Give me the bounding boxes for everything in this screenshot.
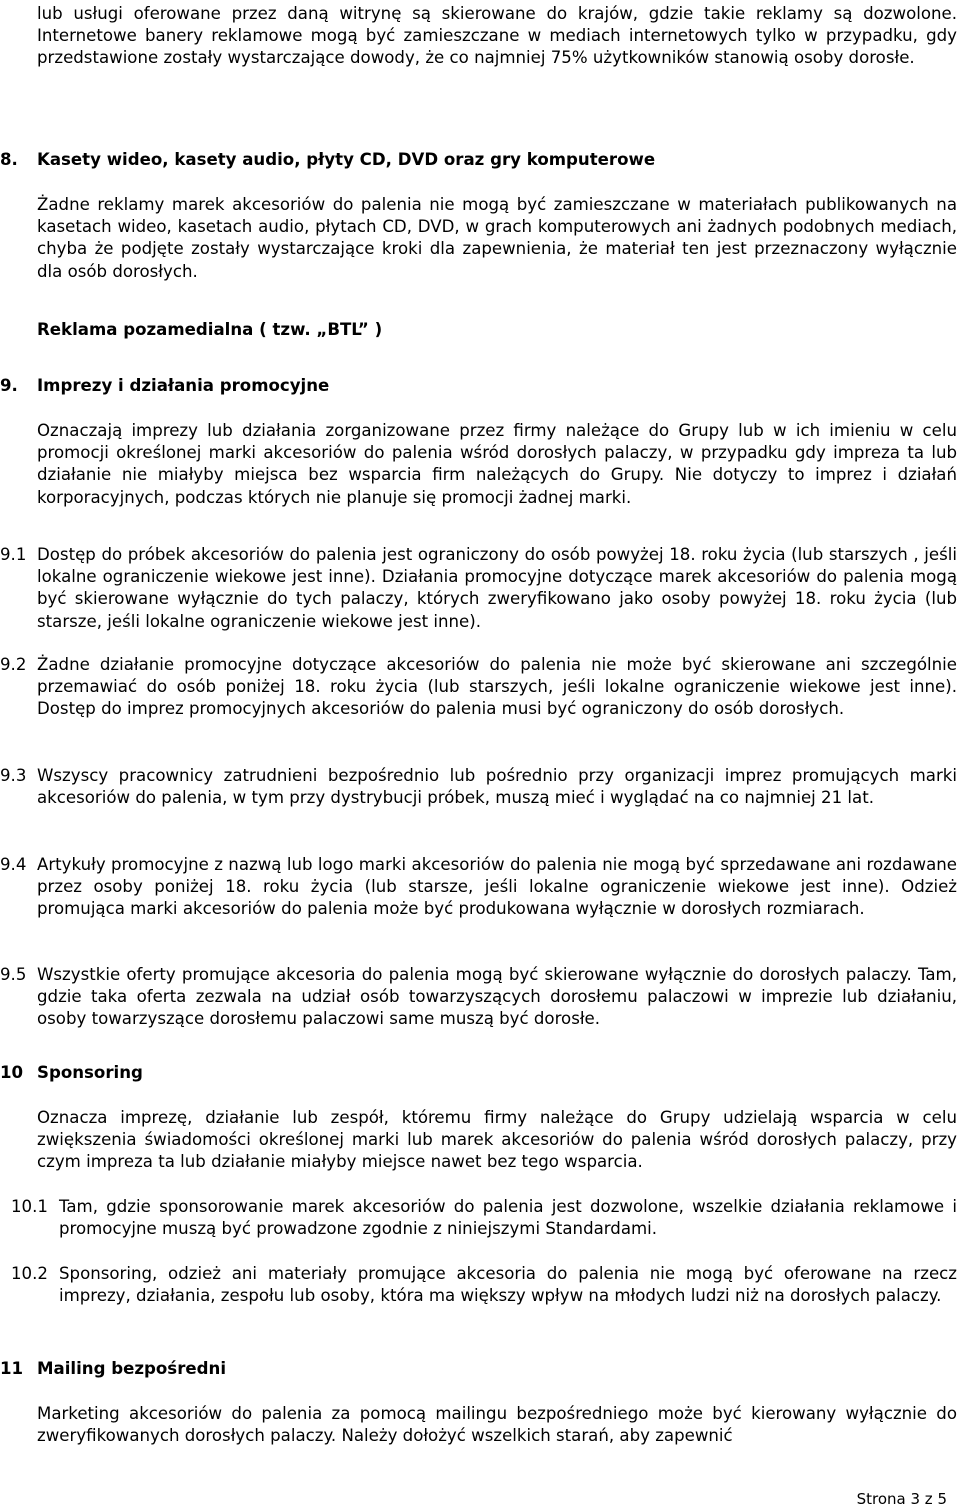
item-text: Żadne działanie promocyjne dotyczące akcesoriów do palenia nie może być skierowane ani szczególnie przemawiać do osób poniżej 18. roku życia (lub starszych, jeśli lokalne ograniczenie wiekowe jest inne). Dostęp do imprez promocyjnych akcesoriów do palenia musi być ograniczony do osób dorosłych. bbox=[37, 655, 957, 719]
list-item-9-2 bbox=[0, 654, 957, 721]
list-item-9-5 bbox=[0, 964, 957, 1031]
item-text: Wszystkie oferty promujące akcesoria do palenia mogą być skierowane wyłącznie do dorosłych palaczy. Tam, gdzie taka oferta zezwala na udział osób towarzyszących dorosłemu palaczowi w imprezie lub działaniu, osoby towarzyszące dorosłemu palaczowi same muszą być dorosłe. bbox=[37, 965, 957, 1029]
section-number: 8. bbox=[0, 150, 18, 169]
item-text: Artykuły promocyjne z nazwą lub logo marki akcesoriów do palenia nie mogą być sprzedawane ani rozdawane przez osoby poniżej 18. roku życia (lub starsze, jeśli lokalne ograniczenie wiekowe jest inne). Odzież promująca marki akcesoriów do palenia może być produkowana wyłącznie w dorosłych rozmiarach. bbox=[37, 855, 957, 919]
item-number: 9.1 bbox=[0, 545, 27, 564]
item-text: Sponsoring, odzież ani materiały promujące akcesoria do palenia nie mogą być oferowane na rzecz imprezy, działania, zespołu lub osoby, która ma większy wpływ na młodych ludzi niż na dorosłych palaczy. bbox=[59, 1264, 957, 1306]
item-number: 10.1 bbox=[11, 1197, 48, 1216]
list-item-9-4 bbox=[0, 854, 957, 921]
list-item-10-2 bbox=[11, 1263, 957, 1307]
section-10-body: Oznacza imprezę, działanie lub zespół, któremu firmy należące do Grupy udzielają wsparcia w celu zwiększenia świadomości określonej marki lub marek akcesoriów do palenia wśród dorosłych palaczy, przy czym impreza ta lub działanie miałyby miejsce nawet bez tego wsparcia. bbox=[37, 1108, 957, 1172]
item-text: Dostęp do próbek akcesoriów do palenia jest ograniczony do osób powyżej 18. roku życia (lub starszych , jeśli lokalne ograniczenie wiekowe jest inne). Działania promocyjne dotyczące marek akcesoriów do palenia mogą być skierowane wyłącznie do tych palaczy, których zweryfikowano jako osoby powyżej 18. roku życia (lub starsze, jeśli lokalne ograniczenie wiekowe jest inne). bbox=[37, 545, 957, 631]
section-11-body: Marketing akcesoriów do palenia za pomocą mailingu bezpośredniego może być kierowany wyłącznie do zweryfikowanych dorosłych palaczy. Należy dołożyć wszelkich starań, aby zapewnić bbox=[37, 1404, 957, 1446]
section-title: Sponsoring bbox=[37, 1063, 143, 1082]
section-9-body: Oznaczają imprezy lub działania zorganizowane przez firmy należące do Grupy lub w ich imieniu w celu promocji określonej marki akcesoriów do palenia wśród dorosłych palaczy, w przypadku gdy impreza ta lub działanie nie miałyby miejsca bez wsparcia firm należących do Grupy. Nie dotyczy to imprez i działań korporacyjnych, podczas których nie planuje się promocji żadnej marki. bbox=[37, 421, 957, 507]
section-title: Kasety wideo, kasety audio, płyty CD, DVD oraz gry komputerowe bbox=[37, 150, 656, 169]
item-text: Tam, gdzie sponsorowanie marek akcesoriów do palenia jest dozwolone, wszelkie działania reklamowe i promocyjne muszą być prowadzone zgodnie z niniejszymi Standardami. bbox=[59, 1197, 957, 1239]
section-number: 11 bbox=[0, 1359, 24, 1378]
item-number: 9.5 bbox=[0, 965, 27, 984]
item-number: 9.2 bbox=[0, 655, 27, 674]
list-item-9-1 bbox=[0, 544, 957, 633]
item-number: 9.3 bbox=[0, 766, 27, 785]
section-number: 10 bbox=[0, 1063, 24, 1082]
intro-paragraph: lub usługi oferowane przez daną witrynę są skierowane do krajów, gdzie takie reklamy są dozwolone. Internetowe banery reklamowe mogą być zamieszczane w mediach internetowych tylko w przypadku, gdy przedstawione zostały wystarczające dowody, że co najmniej 75% użytkowników stanowią osoby dorosłe. bbox=[37, 4, 957, 68]
btl-heading: Reklama pozamedialna ( tzw. „BTL” ) bbox=[37, 320, 383, 339]
section-number: 9. bbox=[0, 376, 18, 395]
item-number: 10.2 bbox=[11, 1264, 48, 1283]
section-title: Imprezy i działania promocyjne bbox=[37, 376, 330, 395]
item-text: Wszyscy pracownicy zatrudnieni bezpośrednio lub pośrednio przy organizacji imprez promujących marki akcesoriów do palenia, w tym przy dystrybucji próbek, muszą mieć i wyglądać na co najmniej 21 lat. bbox=[37, 766, 957, 808]
page-number: Strona 3 z 5 bbox=[856, 1490, 947, 1508]
list-item-10-1 bbox=[11, 1196, 957, 1240]
list-item-9-3 bbox=[0, 765, 957, 809]
section-title: Mailing bezpośredni bbox=[37, 1359, 227, 1378]
item-number: 9.4 bbox=[0, 855, 27, 874]
section-8-body: Żadne reklamy marek akcesoriów do palenia nie mogą być zamieszczane w materiałach publikowanych na kasetach wideo, kasetach audio, płytach CD, DVD, w grach komputerowych ani żadnych podobnych mediach, chyba że podjęte zostały wystarczające kroki dla zapewnienia, że materiał ten jest przeznaczony wyłącznie dla osób dorosłych. bbox=[37, 195, 957, 281]
